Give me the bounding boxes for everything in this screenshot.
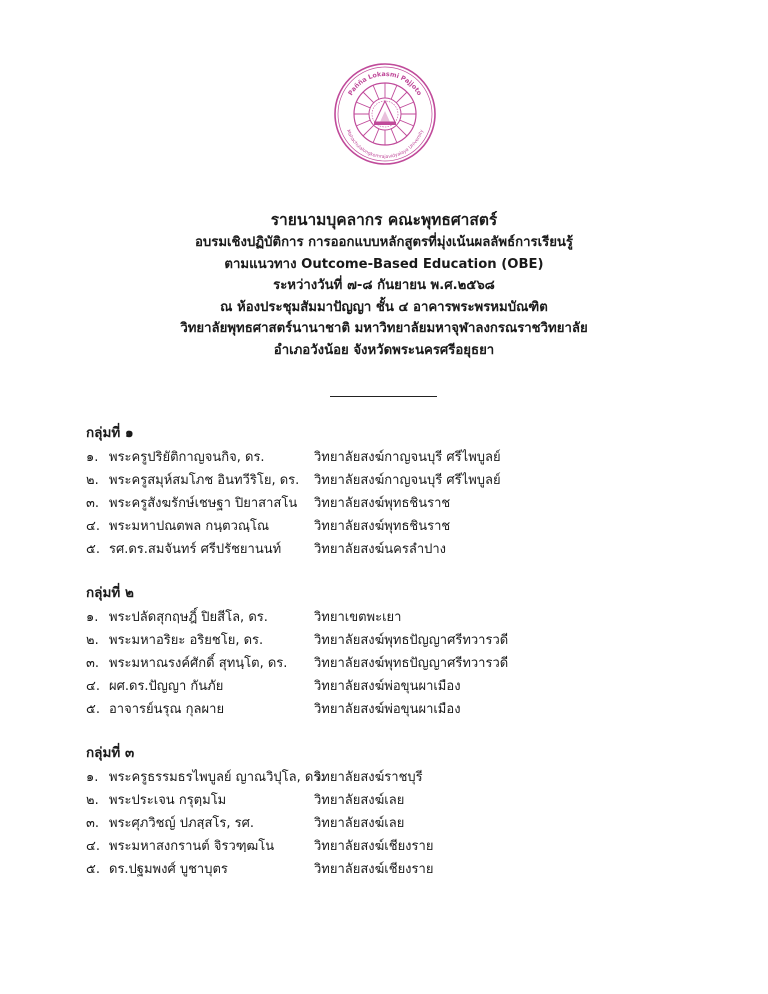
- member-name: พระครูปริยัติกาญจนกิจ, ดร.: [109, 450, 265, 465]
- member-row: [86, 698, 726, 721]
- member-name: พระมหาสงกรานต์ จิรวฑฺฒโน: [109, 839, 275, 854]
- member-row: [86, 606, 726, 629]
- member-college: วิทยาลัยสงฆ์พุทธปัญญาศรีทวารวดี: [314, 656, 509, 671]
- member-name: พระศุภวิชญ์ ปภสฺสโร, รศ.: [109, 816, 254, 831]
- member-college: วิทยาเขตพะเยา: [314, 610, 402, 625]
- member-row: [86, 766, 726, 789]
- member-name: พระปลัดสุกฤษฎิ์ ปิยสีโล, ดร.: [109, 610, 268, 625]
- member-number: ๔.: [86, 519, 100, 534]
- member-name: พระครูธรรมธรไพบูลย์ ญาณวิปุโล, ดร.: [109, 770, 325, 785]
- header-line-date: ระหว่างวันที่ ๗-๘ กันยายน พ.ศ.๒๕๖๘: [273, 278, 495, 293]
- member-college: วิทยาลัยสงฆ์พุทธชินราช: [314, 496, 451, 511]
- group-title: กลุ่มที่ ๑: [86, 425, 134, 441]
- member-name: พระมหาอริยะ อริยชโย, ดร.: [109, 633, 264, 648]
- header-line-location: อำเภอวังน้อย จังหวัดพระนครศรีอยุธยา: [273, 342, 495, 358]
- group-1: [86, 422, 726, 561]
- member-college: วิทยาลัยสงฆ์เลย: [314, 816, 405, 831]
- member-number: ๕.: [86, 702, 100, 717]
- member-row: [86, 629, 726, 652]
- header-line-college: วิทยาลัยพุทธศาสตร์นานาชาติ มหาวิทยาลัยมหาจุฬาลงกรณราชวิทยาลัย: [180, 321, 588, 336]
- member-college: วิทยาลัยสงฆ์เชียงราย: [314, 862, 434, 877]
- seal-motto-text: Pañña Lokasmi Pajjoto: [346, 69, 424, 97]
- member-row: [86, 652, 726, 675]
- member-row: [86, 835, 726, 858]
- member-college: วิทยาลัยสงฆ์กาญจนบุรี ศรีไพบูลย์: [314, 450, 501, 465]
- member-college: วิทยาลัยสงฆ์เชียงราย: [314, 839, 434, 854]
- member-number: ๕.: [86, 862, 100, 877]
- member-college: วิทยาลัยสงฆ์พ่อขุนผาเมือง: [314, 679, 461, 694]
- member-college: วิทยาลัยสงฆ์กาญจนบุรี ศรีไพบูลย์: [314, 473, 501, 488]
- member-college: วิทยาลัยสงฆ์เลย: [314, 793, 405, 808]
- member-college: วิทยาลัยสงฆ์ราชบุรี: [314, 770, 423, 785]
- member-name: ผศ.ดร.ปัญญา กันภัย: [109, 679, 224, 694]
- member-name: พระประเจน กรุตฺมโม: [109, 793, 227, 808]
- member-number: ๒.: [86, 473, 99, 488]
- group-2: [86, 582, 726, 721]
- member-row: [86, 675, 726, 698]
- member-number: ๔.: [86, 839, 100, 854]
- member-number: ๒.: [86, 793, 99, 808]
- member-name: พระครูสังฆรักษ์เชษฐา ปิยาสาสโน: [109, 496, 298, 511]
- member-number: ๒.: [86, 633, 99, 648]
- member-row: [86, 515, 726, 538]
- member-row: [86, 538, 726, 561]
- member-number: ๑.: [86, 770, 99, 785]
- divider-line: [330, 396, 437, 397]
- group-3: [86, 742, 726, 881]
- document-title: รายนามบุคลากร คณะพุทธศาสตร์: [270, 211, 498, 229]
- member-name: พระมหาปณตพล กนฺตวณฺโณ: [109, 519, 269, 534]
- group-title: กลุ่มที่ ๒: [86, 585, 134, 601]
- member-college: วิทยาลัยสงฆ์นครลำปาง: [314, 542, 447, 557]
- member-college: วิทยาลัยสงฆ์พ่อขุนผาเมือง: [314, 702, 461, 717]
- member-row: [86, 492, 726, 515]
- member-number: ๕.: [86, 542, 100, 557]
- member-name: อาจารย์นรุณ กุลผาย: [109, 702, 225, 717]
- member-number: ๑.: [86, 610, 99, 625]
- member-name: ดร.ปฐมพงศ์ บูชาบุตร: [109, 862, 228, 877]
- university-seal-logo: [333, 62, 437, 166]
- header-line-venue: ณ ห้องประชุมสัมมาปัญญา ชั้น ๔ อาคารพระพรหมบัณฑิต: [220, 299, 548, 315]
- member-row: [86, 789, 726, 812]
- header-line-workshop: อบรมเชิงปฏิบัติการ การออกแบบหลักสูตรที่มุ่งเน้นผลลัพธ์การเรียนรู้: [194, 235, 574, 250]
- member-college: วิทยาลัยสงฆ์พุทธปัญญาศรีทวารวดี: [314, 633, 509, 648]
- header-line-obe: ตามแนวทาง Outcome-Based Education (OBE): [224, 256, 544, 272]
- member-number: ๔.: [86, 679, 100, 694]
- seal-university-text: Mahachulalongkornrajavidyalaya University: [344, 129, 426, 161]
- group-title: กลุ่มที่ ๓: [86, 745, 135, 761]
- member-number: ๓.: [86, 656, 100, 671]
- member-row: [86, 858, 726, 881]
- member-college: วิทยาลัยสงฆ์พุทธชินราช: [314, 519, 451, 534]
- member-number: ๓.: [86, 496, 100, 511]
- member-name: พระมหาณรงค์ศักดิ์ สุทนฺโต, ดร.: [109, 656, 288, 671]
- member-name: พระครูสมุห์สมโภช อินทวีริโย, ดร.: [109, 473, 300, 488]
- member-row: [86, 812, 726, 835]
- member-number: ๓.: [86, 816, 100, 831]
- member-row: [86, 446, 726, 469]
- document-header: [0, 208, 768, 361]
- member-name: รศ.ดร.สมจันทร์ ศรีปรัชยานนท์: [109, 542, 282, 557]
- member-number: ๑.: [86, 450, 99, 465]
- member-row: [86, 469, 726, 492]
